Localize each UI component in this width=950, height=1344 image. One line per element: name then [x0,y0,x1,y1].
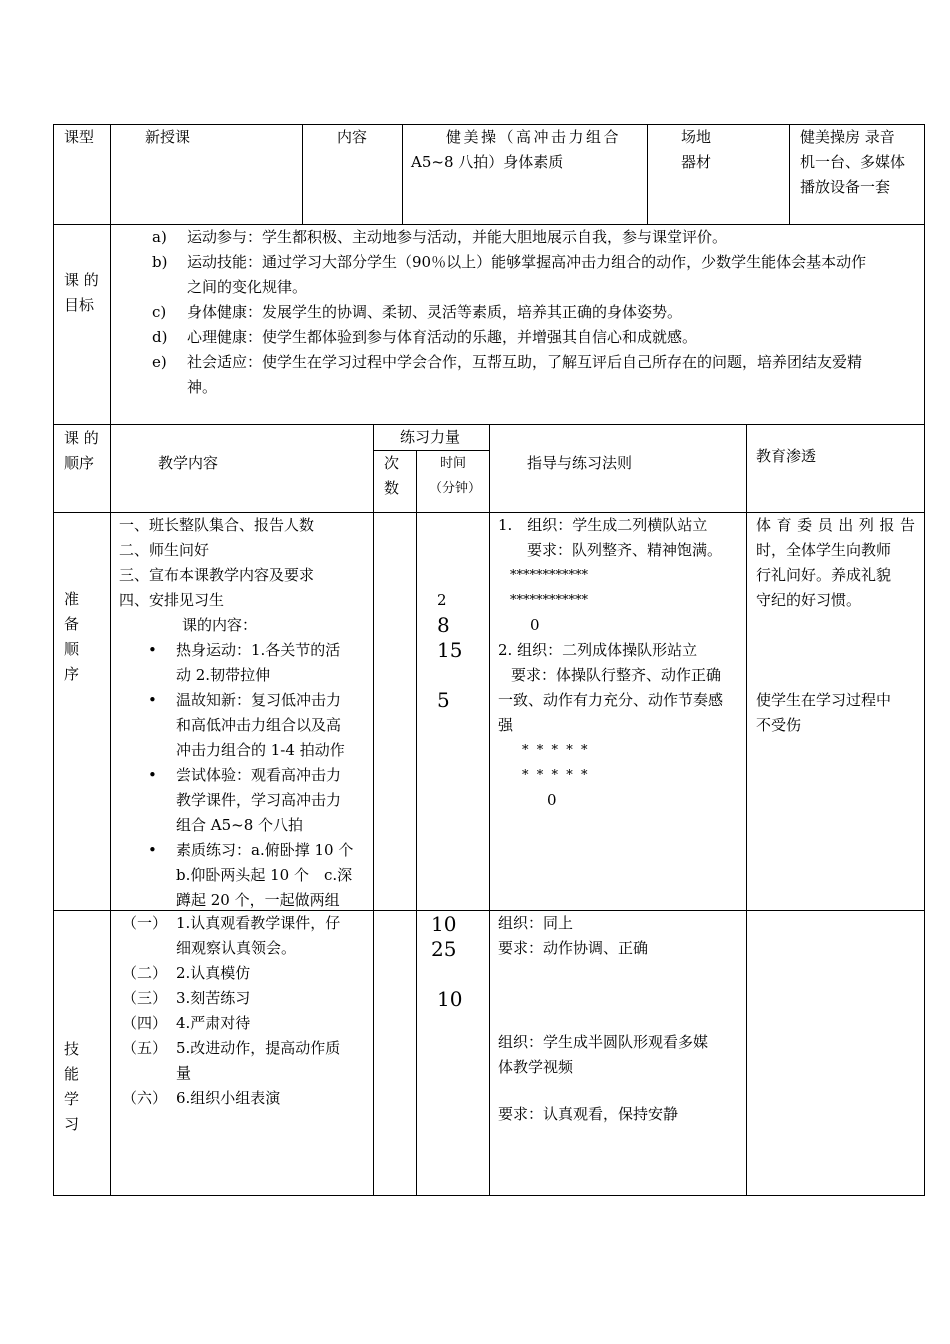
content-value-line2: A5~8 八拍）身体素质 [411,153,564,171]
skill-text: 2.认真模仿 [176,964,251,982]
skill-method-line: 组织：同上 [498,914,574,932]
prep-time-value: 2 [437,591,447,609]
venue-value-line3: 播放设备一套 [800,178,891,196]
skill-text: 量 [176,1064,192,1082]
objective-marker: b) [152,253,168,271]
load-head: 练习力量 [400,428,461,446]
bullet-text: 蹲起 20 个，一起做两组 [176,891,340,909]
objective-text: 之间的变化规律。 [187,278,308,296]
bullet-text: 素质练习：a.俯卧撑 10 个 [176,841,354,859]
objective-marker: a) [152,228,167,246]
prep-content-line: 三、宣布本课教学内容及要求 [119,566,315,584]
type-label: 课型 [64,128,95,146]
bullet-text: 教学课件，学习高冲击力 [176,791,342,809]
bullet-dot-icon: • [148,691,157,709]
bullet-dot-icon: • [148,766,157,784]
prep-education-line: 不受伤 [756,716,802,734]
bullet-text: 冲击力组合的 1-4 拍动作 [176,741,345,759]
skill-text: 6.组织小组表演 [176,1089,281,1107]
prep-method-line: 2. 组织：二列成体操队形站立 [498,641,698,659]
skill-method-line: 要求：认真观看，保持安静 [498,1105,679,1123]
objective-text: 身体健康：发展学生的协调、柔韧、灵活等素质，培养其正确的身体姿势。 [187,303,683,321]
skill-label-char: 技 [64,1040,80,1058]
prep-education-line: 时，全体学生向教师 [756,541,892,559]
formation-stars: * * * * * [522,768,588,783]
prep-method-line: 强 [498,716,514,734]
skill-text: 3.刻苦练习 [176,989,251,1007]
objectives-label-line1: 课 的 [64,271,99,289]
skill-marker: （二） [122,964,168,982]
skill-label-char: 习 [64,1115,80,1133]
method-head: 指导与练习法则 [527,454,633,472]
bullet-text: 热身运动：1.各关节的活 [176,641,341,659]
bullet-text: 动 2.韧带拉伸 [176,666,271,684]
objectives-label-line2: 目标 [64,296,95,314]
prep-content-line: 课的内容： [182,616,258,634]
time-head-line2: （分钟） [429,481,482,496]
formation-stars: * * * * * [522,743,588,758]
objective-text: 运动技能：通过学习大部分学生（90％以上）能够掌握高冲击力组合的动作，少数学生能体会基本动作 [187,253,867,271]
objective-marker: e) [152,353,167,371]
skill-label-char: 能 [64,1065,80,1083]
prep-time-value: 15 [437,638,463,662]
prep-label-char: 顺 [64,640,80,658]
skill-time-value: 10 [437,987,463,1011]
content-value-line1: 健美操（高冲击力组合 [446,128,622,146]
content-label: 内容 [337,128,368,146]
skill-method-line: 体教学视频 [498,1058,574,1076]
skill-marker: （四） [122,1014,168,1032]
prep-education-line: 使学生在学习过程中 [756,691,892,709]
skill-text: 4.严肃对待 [176,1014,251,1032]
venue-value-line2: 机一台、多媒体 [800,153,906,171]
objective-marker: c) [152,303,167,321]
formation-teacher: 0 [530,616,540,634]
bullet-text: 和高低冲击力组合以及高 [176,716,342,734]
bullet-text: 温故知新：复习低冲击力 [176,691,342,709]
skill-label-char: 学 [64,1090,80,1108]
type-value: 新授课 [145,128,191,146]
prep-method-line: 1. 组织：学生成二列横队站立 [498,516,708,534]
prep-label-char: 准 [64,590,80,608]
formation-stars: ************ [510,593,588,608]
prep-method-line: 要求：队列整齐、精神饱满。 [527,541,723,559]
skill-marker: （五） [122,1039,168,1057]
objective-text: 心理健康：使学生都体验到参与体育活动的乐趣，并增强其自信心和成就感。 [187,328,698,346]
prep-time-value: 8 [437,613,450,637]
times-head-line1: 次 [384,454,400,472]
objective-text: 运动参与：学生都积极、主动地参与活动，并能大胆地展示自我，参与课堂评价。 [187,228,728,246]
skill-method-line: 组织：学生成半圆队形观看多媒 [498,1033,709,1051]
skill-text: 1.认真观看教学课件，仔 [176,914,341,932]
times-head-line2: 数 [384,479,400,497]
prep-education-line: 守纪的好习惯。 [756,591,862,609]
order-head-line1: 课 的 [64,429,99,447]
skill-marker: （六） [122,1089,168,1107]
prep-time-value: 5 [437,688,450,712]
venue-value-line1: 健美操房 录音 [800,128,895,146]
formation-teacher: 0 [547,791,557,809]
prep-education-line: 行礼问好。养成礼貌 [756,566,892,584]
content-head: 教学内容 [158,454,219,472]
education-head: 教育渗透 [756,447,817,465]
bullet-text: b.仰卧两头起 10 个 c.深 [176,866,353,884]
skill-text: 5.改进动作，提高动作质 [176,1039,341,1057]
venue-label-line1: 场地 [681,128,712,146]
objective-marker: d) [152,328,168,346]
skill-marker: （一） [122,914,168,932]
prep-education-line: 体育委员出列报告 [756,516,915,534]
prep-content-line: 二、师生问好 [119,541,210,559]
bullet-dot-icon: • [148,641,157,659]
bullet-text: 组合 A5~8 个八拍 [176,816,304,834]
prep-method-line: 一致、动作有力充分、动作节奏感 [498,691,724,709]
skill-time-value: 10 [431,912,457,936]
objective-text: 神。 [187,378,218,396]
skill-method-line: 要求：动作协调、正确 [498,939,649,957]
skill-marker: （三） [122,989,168,1007]
prep-content-line: 四、安排见习生 [119,591,225,609]
prep-label-char: 序 [64,665,80,683]
prep-label-char: 备 [64,615,80,633]
order-head-line2: 顺序 [64,454,95,472]
time-head-line1: 时间 [440,456,467,471]
bullet-text: 尝试体验：观看高冲击力 [176,766,342,784]
objective-text: 社会适应：使学生在学习过程中学会合作，互帮互助，了解互评后自己所存在的问题，培养团结友爱精 [187,353,863,371]
venue-label-line2: 器材 [681,153,712,171]
formation-stars: ************ [510,568,588,583]
skill-time-value: 25 [431,937,457,961]
bullet-dot-icon: • [148,841,157,859]
prep-content-line: 一、班长整队集合、报告人数 [119,516,315,534]
prep-method-line: 要求：体操队行整齐、动作正确 [511,666,722,684]
skill-text: 细观察认真领会。 [176,939,297,957]
